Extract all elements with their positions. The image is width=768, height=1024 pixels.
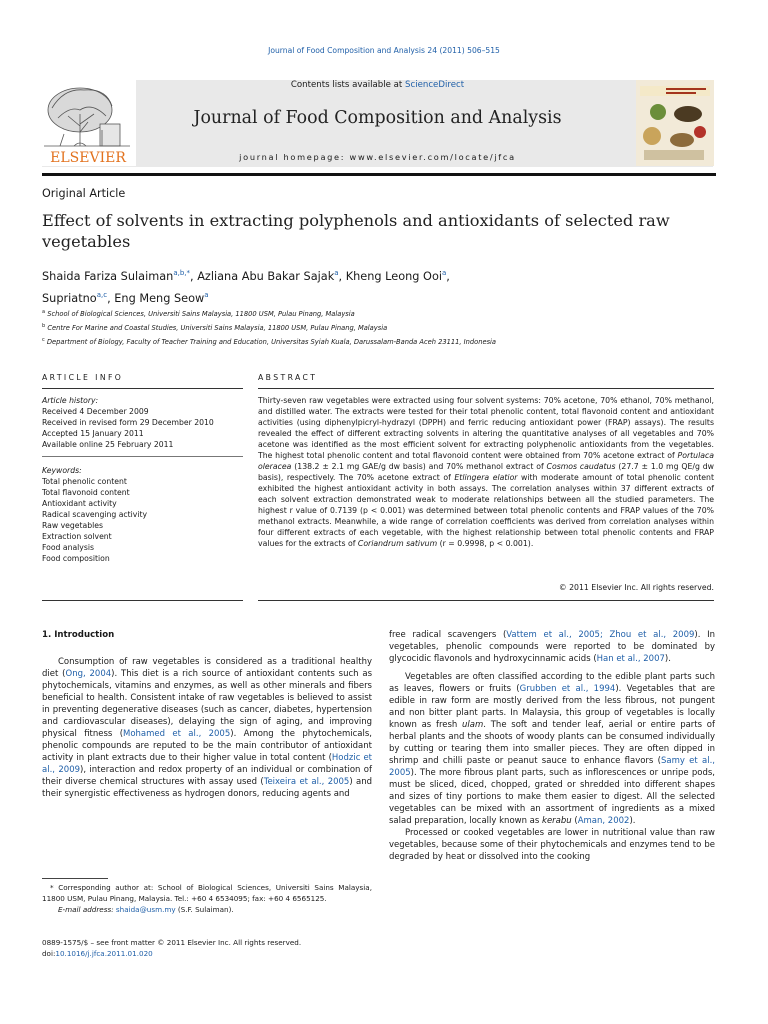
contents-line xyxy=(42,80,713,90)
keyword-item: Total phenolic content xyxy=(42,477,127,486)
citation-link[interactable]: Hodzic et al., 2009 xyxy=(42,753,373,775)
header-divider xyxy=(42,173,716,176)
article-info-mid-divider xyxy=(42,456,243,457)
issn-block xyxy=(42,937,372,959)
author-affiliation-marker[interactable]: a xyxy=(442,269,447,277)
abstract-text: (27.7 ± 1.0 mg QE/g dw basis), respectively. The 70% acetone extract of xyxy=(258,462,715,482)
author-name: Shaida Fariza Sulaiman xyxy=(42,269,174,283)
body-text: ). xyxy=(629,816,636,826)
italic-term: ulam xyxy=(462,720,484,730)
footnote-email-line xyxy=(42,904,372,915)
article-info-divider xyxy=(42,388,243,389)
affiliation-item xyxy=(42,334,732,348)
citation-link[interactable]: Samy et al., 2005 xyxy=(389,756,715,778)
contents-prefix: Contents lists available at xyxy=(290,80,406,90)
paragraph xyxy=(389,629,715,665)
affiliation-text: Centre For Marine and Coastal Studies, Universiti Sains Malaysia, 11800 USM, Pulau Pinang, Malaysia xyxy=(47,324,388,333)
author-separator: , xyxy=(338,269,346,283)
history-item: Received in revised form 29 December 2010 xyxy=(42,418,214,427)
keyword-item: Total flavonoid content xyxy=(42,488,130,497)
footnote-divider xyxy=(42,878,108,879)
history-item: Received 4 December 2009 xyxy=(42,407,149,416)
affiliation-marker: b xyxy=(42,323,46,330)
email-suffix: (S.F. Sulaiman). xyxy=(175,905,234,914)
keyword-item: Radical scavenging activity xyxy=(42,510,148,519)
body-text: ). Vegetables that are edible in raw form are mostly derived from the less fibrous, not pungent and non bitter plant parts. In Malaysia, this group of vegetables is locally known as fresh xyxy=(389,684,715,730)
body-text: ). The more fibrous plant parts, such as inflorescences or unripe pods, must be sliced, diced, chopped, grated or shredded into different shapes and sizes of tiny portions to make them easier to digest. All the selected vegetables can be mixed with an assortment of ingredients as a mixed salad preparation, locally known as xyxy=(389,768,715,826)
body-text: Vegetables are often classified according to the edible plant parts such as leaves, flowers or fruits ( xyxy=(389,672,715,694)
keywords xyxy=(42,465,247,564)
copyright-notice: © 2011 Elsevier Inc. All rights reserved. xyxy=(558,583,714,592)
affiliation-text: School of Biological Sciences, Universiti Sains Malaysia, 11800 USM, Pulau Pinang, Malaysia xyxy=(47,310,355,319)
affiliation-item xyxy=(42,320,732,334)
affiliation-marker: c xyxy=(42,337,45,344)
author-separator: , xyxy=(446,269,450,283)
author-separator: , xyxy=(190,269,198,283)
history-item: Available online 25 February 2011 xyxy=(42,440,174,449)
section-heading-introduction: 1. Introduction xyxy=(42,630,115,640)
corresponding-author-footnote xyxy=(42,882,372,915)
body-text: ). Among the phytochemicals, phenolic compounds are reputed to be the main contributor of antioxidant activity in plant extracts due to their higher value in total content ( xyxy=(42,729,372,763)
italic-term: kerabu xyxy=(542,816,572,826)
sciencedirect-link[interactable]: ScienceDirect xyxy=(405,80,465,90)
article-info-heading: ARTICLE INFO xyxy=(42,373,124,382)
author-affiliation-marker[interactable]: a xyxy=(204,290,209,299)
species-name: Coriandrum sativum xyxy=(357,539,438,548)
affiliation-text: Department of Biology, Faculty of Teacher Training and Education, Universitas Syiah Kuala, Darussalam-Banda Aceh 23111, Indonesia xyxy=(46,338,497,347)
body-text: Processed or cooked vegetables are lower in nutritional value than raw vegetables, because some of their phytochemicals and enzymes tend to be degraded by heat or dissolved into the cooking xyxy=(389,828,715,862)
species-name: Portulaca oleracea xyxy=(258,451,714,471)
author-separator: , xyxy=(107,291,115,305)
issn-line: 0889-1575/$ – see front matter © 2011 Elsevier Inc. All rights reserved. xyxy=(42,938,302,947)
abstract-heading: ABSTRACT xyxy=(258,373,318,382)
author-name: Kheng Leong Ooi xyxy=(345,269,442,283)
paragraph xyxy=(42,656,372,800)
keyword-item: Food composition xyxy=(42,554,110,563)
abstract-text: (r = 0.9998, p < 0.001). xyxy=(437,539,534,548)
article-info-bottom-divider xyxy=(42,600,243,601)
article-history xyxy=(42,395,247,450)
abstract-text: (138.2 ± 2.1 mg GAE/g dw basis) and 70% methanol extract of xyxy=(291,462,547,471)
citation-link[interactable]: Aman, 2002 xyxy=(577,816,630,826)
footnote-text: * Corresponding author at: School of Biological Sciences, Universiti Sains Malaysia, 11800 USM, Pulau Pinang, Malaysia. Tel.: +60 4 6534095; fax: +60 4 6565125. xyxy=(42,883,372,903)
affiliation-item xyxy=(42,306,732,320)
article-type: Original Article xyxy=(42,187,126,200)
citation-link[interactable]: Vattem et al., 2005; Zhou et al., 2009 xyxy=(506,630,695,640)
author-list xyxy=(42,264,722,308)
abstract-divider xyxy=(258,388,714,389)
keyword-item: Antioxidant activity xyxy=(42,499,117,508)
abstract-text: Thirty-seven raw vegetables were extracted using four solvent systems: 70% acetone, 70% ethanol, 70% methanol, and distilled water. The extracts were tested for their total phenolic content, total flavonoid content and antioxidant activities (using diphenylpicryl-hydrazyl (DPPH) and ferric reducing antioxidant power (FRAP) assays). The results revealed the effect of different extracting solvents in altering the quantitative analyses of all vegetables and 70% acetone was identified as the most efficient solvent for extracting polyphenolic antioxidants from the vegetables. The highest total phenolic content and total flavonoid content were obtained from 70% acetone extract of xyxy=(258,396,714,460)
body-column-right xyxy=(389,629,715,863)
author-affiliation-marker[interactable]: a,c xyxy=(96,290,108,299)
journal-title: Journal of Food Composition and Analysis xyxy=(193,108,562,128)
body-text: ( xyxy=(571,816,578,826)
elsevier-wordmark: ELSEVIER xyxy=(50,150,126,166)
citation-link[interactable]: Mohamed et al., 2005 xyxy=(123,729,231,739)
history-label: Article history: xyxy=(42,396,99,405)
body-text: ). This diet is a rich source of antioxidant contents such as phytochemicals, vitamins and enzymes, as well as other minerals and fibers beneficial to health. Consistent intake of raw vegetables is believed to assist in preventing degenerative diseases (such as cancer, diabetes, hypertension and cardiovascular diseases), delaying the sign of aging, and improving physical fitness ( xyxy=(42,669,373,739)
body-text: Consumption of raw vegetables is considered as a traditional healthy diet ( xyxy=(42,657,372,679)
email-link[interactable]: shaida@usm.my xyxy=(115,905,176,914)
body-text: free radical scavengers ( xyxy=(389,630,507,640)
paragraph xyxy=(389,671,715,827)
keyword-item: Food analysis xyxy=(42,543,95,552)
doi-link[interactable]: 10.1016/j.jfca.2011.01.020 xyxy=(55,949,153,958)
citation-link[interactable]: Han et al., 2007 xyxy=(596,654,665,664)
body-text: ). xyxy=(664,654,671,664)
abstract-bottom-divider xyxy=(258,600,714,601)
body-text: ). In vegetables, phenolic compounds were reported to be dominated by glycocidic flavonols and hydroxycinnamic acids ( xyxy=(389,630,715,664)
keyword-item: Raw vegetables xyxy=(42,521,103,530)
article-title: Effect of solvents in extracting polyphenols and antioxidants of selected raw vegetables xyxy=(42,211,670,251)
author-affiliation-marker[interactable]: a,b,* xyxy=(173,269,190,277)
author-affiliation-marker[interactable]: a xyxy=(334,269,339,277)
body-text: ) and their synergistic effectiveness as hydrogen donors, reducing agents and xyxy=(42,777,372,799)
body-text: . The soft and tender leaf, aerial or entire parts of herbal plants and the shoots of woody plants can be consumed individually by cutting or tearing them into smaller pieces. They are often dipped in shrimp and chilli paste or peanut sauce to enhance flavors ( xyxy=(389,720,715,766)
citation-link[interactable]: Teixeira et al., 2005 xyxy=(263,777,350,787)
author-name: Supriatno xyxy=(42,291,97,305)
author-name: Eng Meng Seow xyxy=(114,291,205,305)
abstract-text: with moderate amount of total phenolic content exhibited the highest antioxidant activity in both assays. The correlation analyses within 37 different extracts of each solvent extraction demonstrated weak to moderate relationships between all the studied parameters. The highest r value of 0.7139 (p < 0.001) was determined between total phenolic contents and FRAP values of the 70% methanol extracts. Meanwhile, a wide range of correlation coefficients was derived from correlation analyses within four different extracts of each vegetable, with the highest relationship between total phenolic contents and FRAP values for the extracts of xyxy=(258,473,714,548)
body-column-left xyxy=(42,656,372,800)
species-name: Cosmos caudatus xyxy=(546,462,616,471)
keywords-label: Keywords: xyxy=(42,466,82,475)
affiliations xyxy=(42,306,732,349)
email-label: E-mail address: xyxy=(58,905,116,914)
history-item: Accepted 15 January 2011 xyxy=(42,429,144,438)
citation-link[interactable]: Ong, 2004 xyxy=(65,669,112,679)
affiliation-marker: a xyxy=(42,309,46,315)
elsevier-logo xyxy=(40,80,136,166)
journal-reference-link[interactable]: Journal of Food Composition and Analysis 24 (2011) 506–515 xyxy=(268,46,500,55)
doi-line xyxy=(42,948,372,959)
citation-link[interactable]: Grubben et al., 1994 xyxy=(519,684,616,694)
journal-homepage[interactable]: journal homepage: www.elsevier.com/locate/jfca xyxy=(239,152,516,162)
paragraph xyxy=(389,827,715,863)
body-text: ), interaction and redox property of an individual or combination of their diverse chemical structures with assay used ( xyxy=(42,765,372,787)
doi-label: doi: xyxy=(42,949,56,958)
keyword-item: Extraction solvent xyxy=(42,532,112,541)
species-name: Etlingera elatior xyxy=(454,473,518,482)
author-name: Azliana Abu Bakar Sajak xyxy=(197,269,335,283)
journal-cover-image[interactable] xyxy=(636,80,714,166)
abstract-body xyxy=(258,395,714,549)
